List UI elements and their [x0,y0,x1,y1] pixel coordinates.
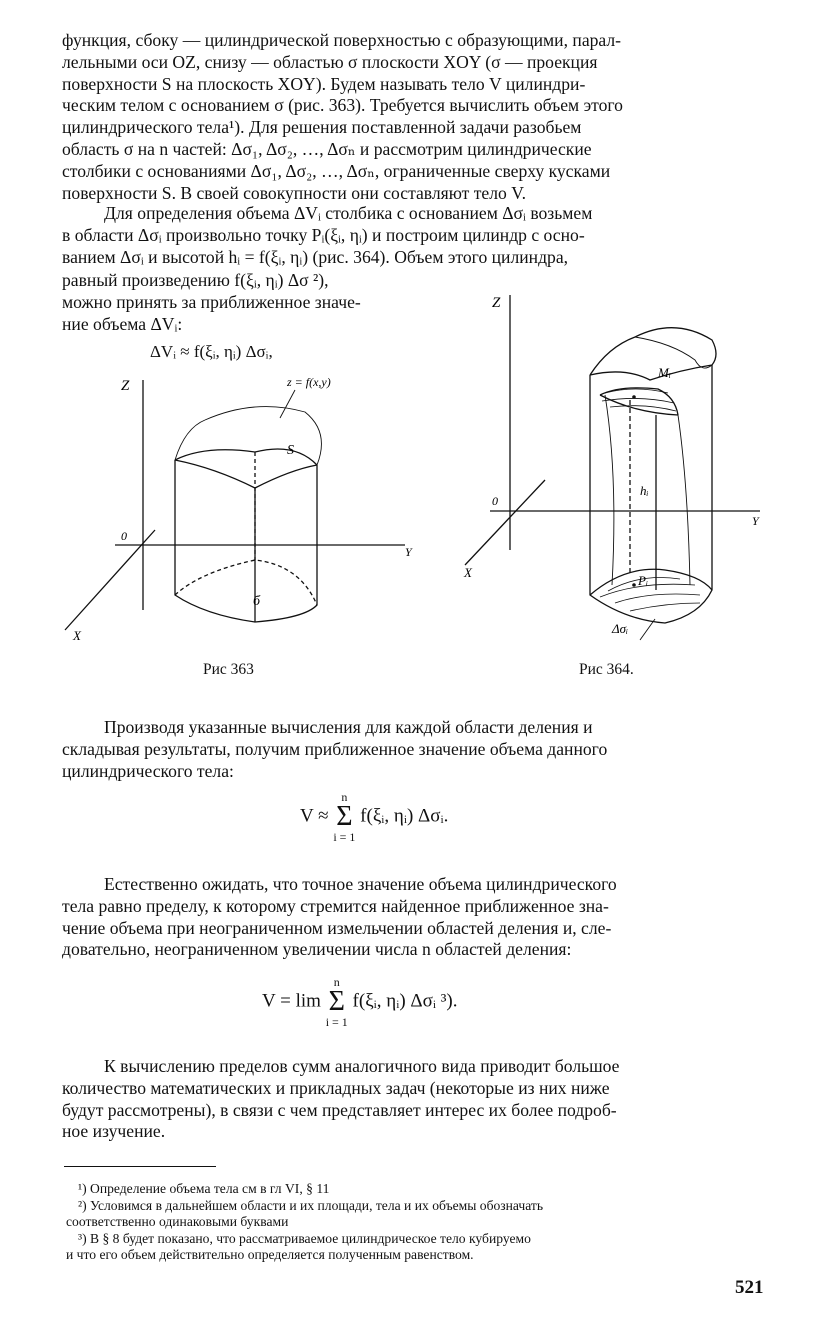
footnote-3-cont: и что его объем действительно определяется полученным равенством. [66,1247,474,1263]
text-line: Производя указанные вычисления для каждой области деления и [104,717,593,737]
footnote-3: ³) В § 8 будет показано, что рассматриваемое цилиндрическое тело кубируемо [78,1230,531,1246]
cap-piece-front [600,395,678,415]
fig363-x-label: X [73,628,81,643]
text-line: ванием Δσᵢ и высотой hᵢ = f(ξᵢ, ηᵢ) (рис. 364). Объем этого цилиндра, [62,246,569,267]
fig363-y-label: Y [405,545,412,559]
paragraph-2 [62,203,762,268]
text-line: ное изучение. [62,1121,166,1142]
fig364-p-label: Pᵢ [638,573,648,588]
sigma-symbol: n Σ i = 1 [333,790,356,844]
fig364-m-label: Mᵢ [658,365,671,380]
fig363-origin-label: 0 [121,529,127,543]
text-line: количество математических и прикладных задач (некоторые из них ниже [62,1077,610,1098]
fig364-origin-label: 0 [492,494,498,508]
fig363-sigma-label: б [253,594,261,609]
text-line: Естественно ожидать, что точное значение объема цилиндрического [104,874,617,894]
paragraph-2-narrow [62,270,462,335]
paragraph-3 [62,717,762,782]
column-top-front [590,365,712,380]
caption-fig363: Рис 363 [203,661,254,678]
cap-hatch [602,389,676,411]
fig364-x-label: X [464,565,472,580]
surface-pointer [280,390,295,418]
footnote-rule [64,1166,216,1167]
fig363-s-label: S [287,443,294,458]
top-surface-back [175,449,317,465]
footnote-2: ²) Условимся в дальнейшем области и их площади, тела и их объемы обозначать [78,1197,544,1213]
paragraph-5 [62,1056,762,1143]
formula-cell-volume: ΔVᵢ ≈ f(ξᵢ, ηᵢ) Δσᵢ, [150,342,273,361]
figure-363 [55,360,445,660]
back-edge-right [678,415,690,585]
text-line: столбики с основаниями Δσ₁, Δσ₂, …, Δσₙ, ограниченные сверху кусками [62,160,611,181]
base-hidden [175,560,317,605]
text-line: ческим телом с основанием σ (рис. 363). Требуется вычислить объем этого [62,95,623,116]
column-outline [590,365,712,623]
fig364-dsigma-label: Δσᵢ [612,621,629,636]
text-line: тела равно пределу, к которому стремится найденное приближенное зна- [62,895,609,916]
point-p [632,583,636,587]
fig364-y-label: Y [752,514,759,528]
text-line: лельными оси OZ, снизу — областью σ плоскости XOY (σ — проекция [62,51,598,72]
dsigma-pointer [640,619,655,640]
page-number: 521 [735,1277,764,1298]
fig363-surface-label: z = f(x,y) [287,375,331,389]
fig364-h-label: hᵢ [640,483,649,498]
base-hatch [600,578,700,612]
text-line: можно принять за приближенное значе- [62,291,361,312]
formula-sum-body: f(ξᵢ, ηᵢ) Δσᵢ. [360,805,449,827]
formula-sum-lhs: V ≈ [300,805,329,827]
text-line: равный произведению f(ξᵢ, ηᵢ) Δσ ²), [62,270,329,290]
sigma-lower: i = 1 [325,1015,348,1029]
sigma-upper: n [333,975,340,989]
text-line: будут рассмотрены), в связи с чем представляет интерес их более подроб- [62,1099,617,1120]
column-top-ridge [635,337,712,368]
top-surface-front [175,460,317,488]
point-m [632,395,636,399]
sigma-upper: n [341,790,348,804]
caption-fig364: Рис 364. [579,661,634,678]
text-line: цилиндрического тела: [62,760,234,781]
fig363-z-label: Z [121,378,130,394]
text-line: ние объема ΔVᵢ: [62,313,183,334]
top-surface-dome [205,407,321,465]
text-line: складывая результаты, получим приближенное значение объема данного [62,738,608,759]
paragraph-1 [62,30,762,204]
fig364-z-label: Z [492,295,501,311]
formula-limit-lhs: V = lim [262,990,321,1012]
back-edge-left [605,395,614,585]
text-line: поверхности S. В своей совокупности они составляют тело V. [62,182,527,203]
text-line: К вычислению пределов сумм аналогичного вида приводит большое [104,1056,620,1076]
figure-364 [450,285,780,645]
text-line: чение объема при неограниченном измельчении областей деления и, сле- [62,917,612,938]
text-line: область σ на n частей: Δσ₁, Δσ₂, …, Δσₙ и рассмотрим цилиндрические [62,138,592,159]
footnote-1: ¹) Определение объема тела см в гл VI, § 11 [78,1181,330,1196]
footnote-2-cont: соответственно одинаковыми буквами [66,1214,289,1230]
sigma-lower: i = 1 [333,830,356,844]
x-axis [65,530,155,630]
formula-limit-body: f(ξᵢ, ηᵢ) Δσᵢ ³). [352,990,458,1012]
text-line: в области Δσᵢ произвольно точку Pᵢ(ξᵢ, ηᵢ) и построим цилиндр с осно- [62,224,585,245]
text-line: функция, сбоку — цилиндрической поверхностью с образующими, парал- [62,30,622,50]
sigma-symbol: n Σ i = 1 [325,975,348,1029]
x-axis [465,480,545,565]
text-line: поверхности S на плоскость XOY). Будем называть тело V цилиндри- [62,73,586,94]
formula-limit [262,975,458,1029]
text-line: Для определения объема ΔVᵢ столбика с основанием Δσᵢ возьмем [104,203,593,223]
text-line: цилиндрического тела¹). Для решения поставленной задачи разобьем [62,117,582,138]
paragraph-4 [62,874,762,961]
footnotes [66,1181,766,1264]
text-line: довательно, неограниченном увеличении числа n областей деления: [62,939,572,960]
formula-sum [300,790,448,844]
